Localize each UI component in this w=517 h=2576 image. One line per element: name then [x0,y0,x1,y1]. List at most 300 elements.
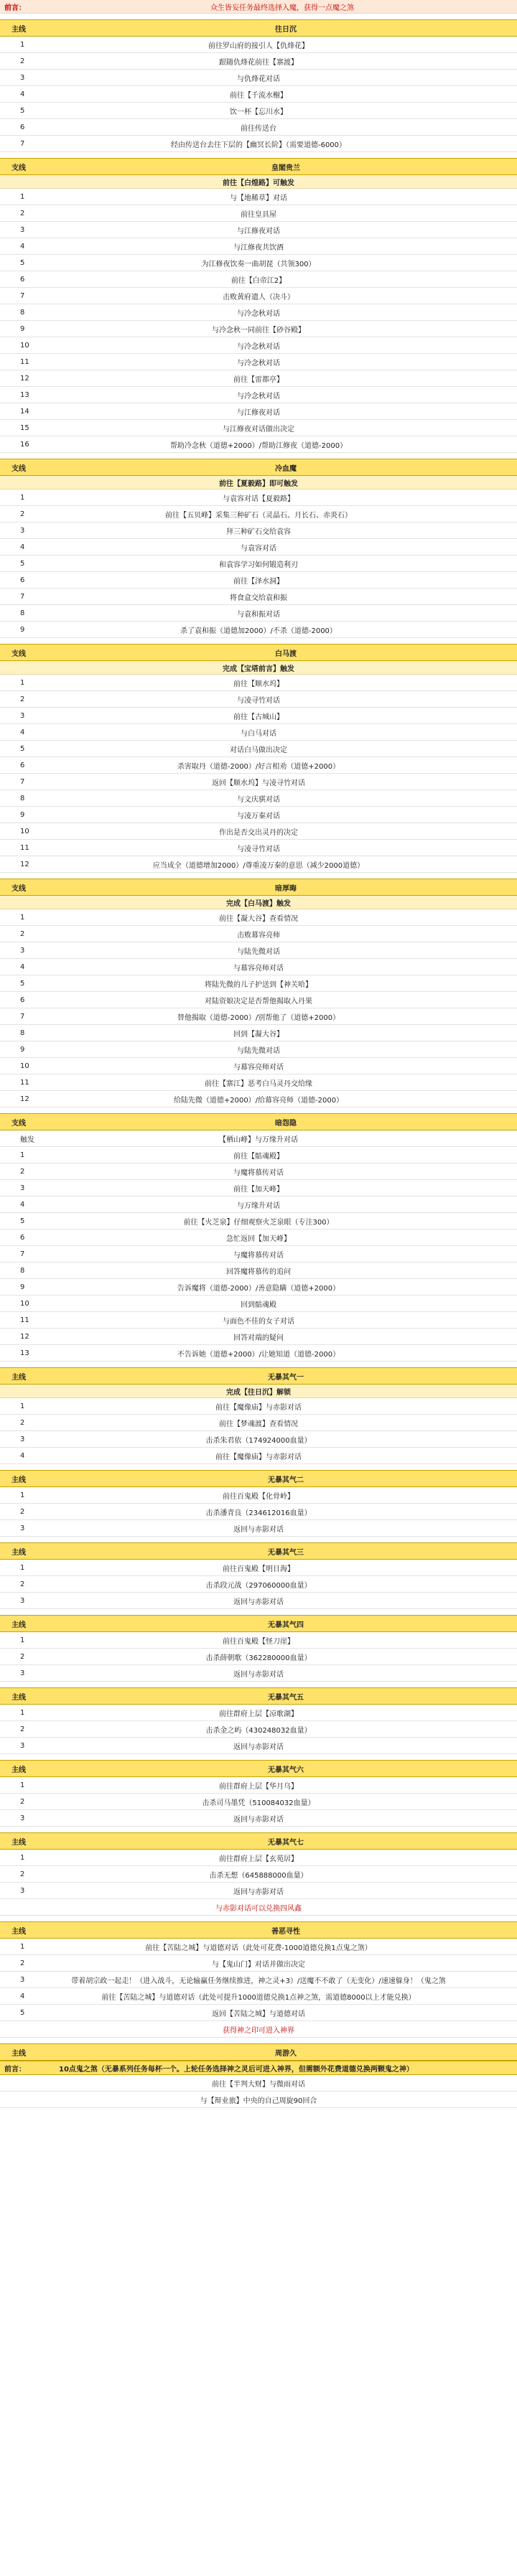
step-text: 杀害取丹（道德-2000）/好言相劝（道德+2000） [177,762,340,771]
step-row [0,691,517,708]
step-text: 对话白马做出决定 [230,746,287,754]
step-text: 前往【古城山】 [233,713,284,721]
step-number: 2 [20,1959,25,1967]
step-text: 前往群府上层【华月乌】 [219,1782,298,1791]
step-text: 前往【五贝峰】采集三种矿石（灵晶石、月长石、赤炎石） [165,511,352,520]
tail-text: 与【辩业旅】中央的自己周旋90回合 [200,2097,317,2105]
step-text: 将陆先微的儿子护送到【神关哈】 [205,980,312,989]
step-row [0,942,517,959]
step-text: 返回与赤影对话 [233,1743,284,1751]
intro-banner [0,0,517,14]
step-number: 2 [20,510,25,518]
step-number: 6 [20,761,25,769]
section-spacer [0,1362,517,1367]
step-text: 与袁容对话 [241,544,276,553]
step-number: 6 [20,1233,25,1242]
step-text: 返回【苦陆之城】与道德对话 [212,2010,305,2018]
tail-text: 前往【半判大财】与微雨对话 [212,2080,305,2089]
section-trigger-text: 完成【宝塔前言】触发 [223,665,294,673]
step-text: 前往【加天峰】 [233,1185,284,1194]
step-row [0,708,517,724]
step-row [0,724,517,741]
step-row [0,119,517,136]
step-text: 应当成全（道德增加2000）/尊重凌万秦的意思（减少2000道德） [152,861,365,870]
step-row [0,556,517,572]
step-number: 12 [20,374,29,383]
step-text: 击杀司马墨凭（510084032血量） [202,1799,315,1807]
step-text: 回答魔将慕传的追问 [226,1268,291,1276]
section-spacer [0,1609,517,1615]
step-number: 11 [20,1078,29,1087]
step-text: 前往皇具屋 [241,210,276,219]
step-number: 3 [20,946,25,955]
step-number: 3 [20,73,25,82]
step-text: 击杀无想（645888000血量） [209,1871,308,1880]
section-type: 主线 [11,2049,26,2058]
step-number: 2 [20,1870,25,1878]
step-text: 前往【魔像庙】与赤影对话 [215,1403,302,1412]
step-row [0,1632,517,1649]
section-title: 无暴其气六 [268,1766,304,1774]
section-header [0,1760,517,1777]
section-title: 无暴其气一 [268,1373,304,1382]
step-number: 12 [20,860,29,868]
section-type: 支线 [11,164,26,172]
step-row [0,420,517,436]
step-number: 7 [20,1012,25,1021]
section-spacer [0,453,517,459]
section-header [0,2043,517,2061]
step-row [0,506,517,523]
step-row [0,321,517,337]
step-number: 5 [20,106,25,115]
step-text: 返回【顺水坞】与凌寻竹对话 [212,779,305,787]
step-row [0,70,517,86]
step-number: 5 [20,744,25,753]
step-row [0,1850,517,1866]
step-text: 返回与赤影对话 [233,1670,284,1679]
step-text: 前往传送台 [241,124,276,133]
section-header [0,158,517,175]
step-number: 6 [20,275,25,284]
step-row [0,1246,517,1263]
step-row [0,222,517,238]
step-row [0,741,517,757]
step-row [0,189,517,205]
step-text: 与【鬼山门】对话并做出决定 [212,1960,305,1969]
step-row [0,490,517,506]
section-title: 无暴其气五 [268,1693,304,1702]
section-trigger-text: 完成【往日沉】解锁 [226,1388,291,1397]
step-text: 前往【千流水榭】 [230,91,287,100]
step-row [0,103,517,119]
step-text: 前往【骷魂殿】 [233,1152,284,1161]
section-title: 无暴其气七 [268,1838,304,1847]
section-title: 暗怨隐 [275,1119,297,1128]
section-spacer [0,14,517,19]
step-row [0,1955,517,1972]
section-header [0,1832,517,1850]
step-row [0,354,517,370]
section-type: 支线 [11,464,26,473]
step-text: 为江修夜饮奏一曲胡琵（共领300） [201,260,316,268]
step-row [0,856,517,873]
section-spacer [0,1682,517,1687]
step-text: 与幕容亮师对话 [233,1063,284,1072]
step-number: 9 [20,1283,25,1291]
intro-text: 众生皆妄任务最终选择入魔，获得一点魔之煞 [210,4,354,12]
step-number: 14 [20,407,29,416]
step-number: 9 [20,625,25,634]
step-row [0,975,517,992]
step-text: 与袁和振对话 [237,610,280,619]
section-title: 无暴其气二 [268,1476,304,1484]
step-number: 9 [20,324,25,333]
step-row [0,1345,517,1362]
step-row [0,823,517,840]
section-trigger [0,175,517,189]
step-number: 2 [20,1580,25,1588]
step-row [0,1130,517,1147]
section-header [0,1921,517,1939]
step-number: 10 [20,1299,29,1308]
step-text: 前往罗山府的接引人【仇烽花】 [208,42,309,50]
step-row [0,675,517,691]
step-text: 拜三种矿石交给袁容 [226,528,291,536]
step-row [0,1398,517,1415]
step-number: 2 [20,929,25,938]
step-text: 与冷念秋对话 [237,309,280,318]
step-number: 1 [20,493,25,502]
step-row [0,757,517,774]
step-number: 2 [20,1167,25,1176]
quest-sections [0,14,517,2061]
step-text: 前往百鬼殿【怪刀崖】 [223,1637,294,1646]
step-number: 1 [20,40,25,49]
step-text: 击杀潘青良（234612016血量） [205,1509,312,1517]
step-text: 与江修夜对话 [237,408,280,417]
step-text: 击败幕容亮师 [237,931,280,940]
step-text: 与江修夜对话做出决定 [223,425,294,434]
step-row [0,1777,517,1794]
step-row [0,1230,517,1246]
section-trigger-text: 前往【夏毅路】即可触发 [219,479,298,488]
step-number: 3 [20,1524,25,1532]
section-title: 皇閣贵兰 [271,164,300,172]
section-type: 支线 [11,650,26,658]
section-type: 支线 [11,1119,26,1128]
step-number: 5 [20,258,25,267]
step-number: 2 [20,209,25,217]
step-number: 7 [20,291,25,300]
step-number: 8 [20,1029,25,1037]
step-number: 1 [20,1491,25,1499]
step-row [0,1329,517,1345]
step-text: 作出是否交出灵丹的决定 [219,828,298,837]
step-row [0,1074,517,1091]
step-text: 前往【苦陆之城】与道德对话（此处可提升1000道德兑换1点神之煞，需道德8000以上才能兑换） [101,1993,416,2002]
section-title: 周游久 [275,2049,297,2058]
step-text: 对陆资娘决定是否帮他揭取入丹果 [205,997,312,1006]
step-number: 9 [20,1045,25,1054]
bottom-label: 前言： [4,2065,26,2074]
step-number: 6 [20,123,25,131]
section-header [0,1113,517,1130]
section-title: 白马渡 [275,650,297,658]
step-number: 3 [20,1814,25,1822]
step-text: 返回与赤影对话 [233,1525,284,1534]
step-row [0,1147,517,1163]
section-spacer [0,873,517,879]
step-row [0,1448,517,1464]
step-number: 3 [20,1184,25,1192]
step-text: 前往群府上层【玄苑居】 [219,1855,298,1863]
step-number: 8 [20,1266,25,1275]
step-number: 11 [20,357,29,366]
step-row [0,1883,517,1899]
step-text: 击杀朱君依（174924000血量） [205,1436,312,1445]
step-row [0,238,517,255]
step-text: 与冷念秋对话 [237,342,280,351]
step-text: 【栖山峰】与万缘升对话 [219,1135,298,1144]
step-text: 前往【泽水洞】 [233,577,284,586]
step-text: 急忙返回【加天峰】 [226,1235,291,1243]
step-number: 7 [20,1250,25,1258]
step-number: 9 [20,810,25,819]
step-number: 7 [20,139,25,148]
step-number: 2 [20,1725,25,1733]
section-header [0,1367,517,1385]
step-row [0,337,517,354]
step-row [0,1705,517,1721]
step-number: 3 [20,1975,25,1984]
step-text: 与凌寻竹对话 [237,696,280,705]
step-number: 2 [20,1507,25,1516]
step-number: 1 [20,1636,25,1644]
step-row [0,1196,517,1213]
step-row [0,1487,517,1504]
section-title: 无暴其气三 [268,1548,304,1557]
step-text: 与凌万秦对话 [237,812,280,820]
step-number: 15 [20,423,29,432]
step-row [0,1279,517,1296]
step-text: 击杀段元战（297060000血量） [205,1581,312,1590]
step-number: 1 [20,913,25,922]
step-row [0,255,517,271]
step-number: 5 [20,2008,25,2017]
section-note: 获得神之印可进入神界 [0,2021,517,2038]
step-text: 与江修夜对话 [237,227,280,235]
section-type: 主线 [11,1693,26,1702]
step-row [0,403,517,420]
section-trigger [0,476,517,490]
step-text: 不告诉她（道德+2000）/让她知道（道德-2000） [177,1350,340,1359]
step-text: 将食盒交给袁和振 [230,594,287,602]
section-type: 主线 [11,1476,26,1484]
step-number: 10 [20,827,29,835]
step-number: 3 [20,1669,25,1677]
section-trigger-text: 完成【白马渡】触发 [226,899,291,908]
section-type: 主线 [11,1621,26,1629]
section-type: 主线 [11,1838,26,1847]
step-number: 1 [20,1781,25,1789]
step-text: 返回与赤影对话 [233,1888,284,1896]
step-number: 1 [20,1563,25,1572]
step-number: 3 [20,711,25,720]
step-number: 12 [20,1095,29,1103]
step-text: 与幕容亮师对话 [233,964,284,973]
step-row [0,1312,517,1329]
step-text: 与凌寻竹对话 [237,845,280,853]
step-row [0,840,517,856]
step-row [0,1721,517,1738]
step-text: 帮助冷念秋（道德+2000）/帮助江修夜（道德-2000） [169,441,348,450]
step-number: 10 [20,341,29,350]
step-row [0,1972,517,1988]
step-row [0,436,517,453]
section-spacer [0,2038,517,2043]
step-number: 1 [20,1942,25,1951]
step-text: 与白马对话 [241,729,276,738]
step-row [0,53,517,70]
step-row [0,1665,517,1682]
section-type: 主线 [11,1548,26,1557]
step-row [0,1415,517,1431]
section-type: 主线 [11,25,26,34]
section-spacer [0,1464,517,1470]
section-header [0,1615,517,1632]
step-number: 2 [20,1652,25,1661]
bottom-text: 10点鬼之煞（无暴系列任务每杯一个。上轮任务选择神之灵后可进入神界，但需额外花费道德兑换两颗鬼之神） [59,2065,414,2074]
step-row [0,959,517,975]
step-text: 经由传送台去往下层的【幽冥长阶】（需要道德-6000） [170,141,347,149]
step-number: 7 [20,777,25,786]
step-row [0,1988,517,2005]
step-row [0,909,517,926]
step-number: 3 [20,1435,25,1443]
step-text: 与魔将慕传对话 [233,1168,284,1177]
section-header [0,1687,517,1705]
section-type: 主线 [11,1373,26,1382]
section-spacer [0,1827,517,1832]
tail-list [0,2075,517,2108]
step-number: 8 [20,609,25,617]
step-row [0,1431,517,1448]
section-title: 无暴其气四 [268,1621,304,1629]
section-spacer [0,152,517,158]
step-number: 7 [20,592,25,601]
step-text: 杀了袁和振（道德加2000）/不杀（道德-2000） [180,627,337,635]
section-title: 善恶寻性 [271,1927,300,1936]
step-number: 12 [20,1332,29,1341]
step-text: 前往【顺水坞】 [233,680,284,688]
tail-row [0,2092,517,2108]
step-number: 5 [20,979,25,988]
step-text: 与文庆骐对话 [237,795,280,804]
section-header [0,1470,517,1487]
step-text: 前往【凝大谷】查看情况 [219,914,298,923]
step-row [0,1025,517,1041]
section-spacer [0,1754,517,1760]
step-text: 击败黄府遗人（决斗） [223,293,294,301]
step-number: 4 [20,728,25,736]
step-row [0,1576,517,1593]
step-text: 与魔将慕传对话 [233,1251,284,1260]
section-header [0,19,517,37]
step-row [0,1008,517,1025]
section-type: 支线 [11,884,26,893]
step-row [0,1296,517,1312]
step-number: 3 [20,526,25,535]
step-number: 8 [20,308,25,317]
step-text: 与冷念秋对话 [237,359,280,367]
tail-row [0,2075,517,2092]
step-text: 前往【火芝泉】仔细观察火芝泉眼（专注300） [183,1218,334,1227]
step-text: 前往百鬼殿【明日海】 [223,1565,294,1573]
step-number: 6 [20,576,25,584]
section-type: 主线 [11,1766,26,1774]
step-row [0,1649,517,1665]
step-number: 4 [20,963,25,971]
step-text: 前往【梦魂渡】查看情况 [219,1420,298,1428]
section-note: 与赤影对话可以兑换四风鑫 [0,1899,517,1916]
step-number: 4 [20,90,25,98]
step-text: 与江修夜共饮酒 [233,243,284,252]
step-row [0,205,517,222]
step-number: 13 [20,1349,29,1357]
step-number: 3 [20,225,25,234]
step-text: 与陆先微对话 [237,1046,280,1055]
step-row [0,1504,517,1520]
step-row [0,1866,517,1883]
step-row [0,926,517,942]
step-number: 2 [20,1797,25,1806]
step-text: 前往【魔像庙】与赤影对话 [215,1453,302,1461]
step-number: 16 [20,440,29,449]
step-number: 2 [20,695,25,703]
step-row [0,1520,517,1537]
step-row [0,1738,517,1754]
section-title: 往日沉 [275,25,297,34]
step-number: 11 [20,1316,29,1324]
step-row [0,605,517,622]
step-row [0,523,517,539]
step-row [0,387,517,403]
section-trigger-text: 前往【白煌路】可触发 [223,179,294,187]
section-header [0,644,517,661]
step-row [0,1180,517,1196]
step-row [0,1058,517,1074]
step-row [0,1263,517,1279]
step-number: 4 [20,1451,25,1460]
step-row [0,1794,517,1810]
step-text: 前往群府上层【凉歌湖】 [219,1710,298,1718]
step-row [0,37,517,53]
step-text: 与面色不佳的女子对话 [223,1317,294,1326]
section-trigger [0,1385,517,1398]
step-number: 2 [20,57,25,65]
step-text: 给陆先微（道德+2000）/给幕容亮师（道德-2000） [173,1096,344,1105]
section-trigger [0,896,517,909]
step-text: 前往百鬼殿【化骨岭】 [223,1492,294,1501]
step-text: 与冷念秋一同前往【砂谷殿】 [212,326,305,334]
section-spacer [0,1107,517,1113]
section-type: 主线 [11,1927,26,1936]
step-number: 6 [20,996,25,1004]
step-row [0,86,517,103]
step-row [0,1810,517,1827]
step-number: 1 [20,1151,25,1159]
